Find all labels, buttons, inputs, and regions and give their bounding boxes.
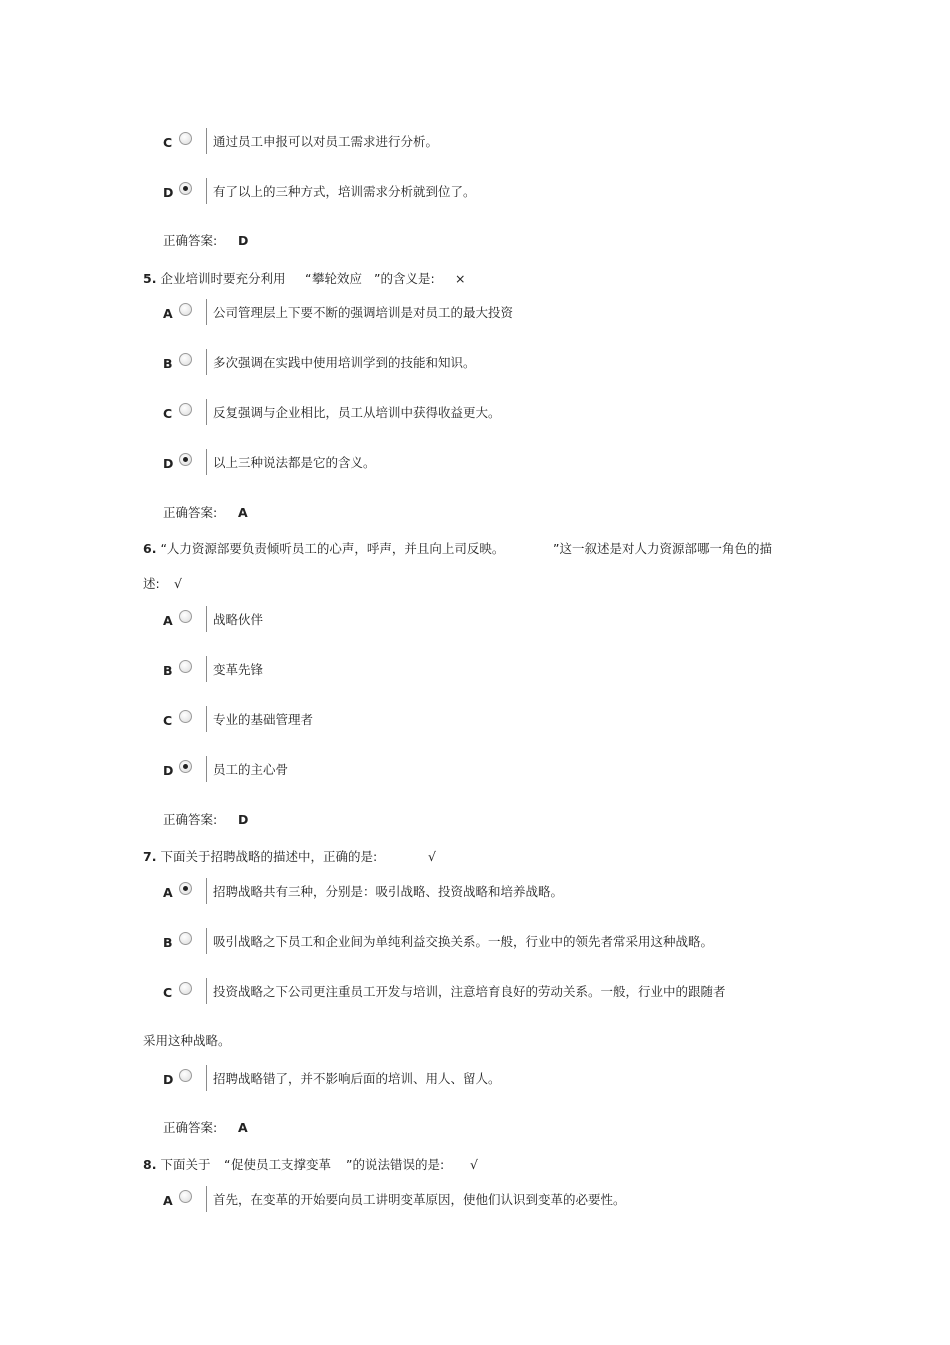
correct-answer [163,1120,248,1136]
option-letter: A [163,885,173,900]
stem-term: 攀轮效应 [312,271,363,286]
answer-value: A [238,505,248,520]
question-stem [143,1157,210,1173]
option-row[interactable] [163,978,803,1008]
option-letter: C [163,135,173,150]
option-row[interactable] [163,756,803,786]
divider [206,756,207,782]
divider [206,349,207,375]
option-row[interactable] [163,878,803,908]
radio-unselected-icon[interactable] [179,132,192,145]
option-text: 战略伙伴 [213,612,264,627]
option-letter: D [163,185,174,200]
radio-selected-icon[interactable] [179,453,192,466]
radio-unselected-icon[interactable] [179,932,192,945]
radio-unselected-icon[interactable] [179,982,192,995]
option-row[interactable] [163,606,803,636]
radio-unselected-icon[interactable] [179,303,192,316]
answer-value: D [238,812,249,827]
result-mark: × [455,271,466,286]
option-text: 专业的基础管理者 [213,712,314,727]
option-row[interactable] [163,1186,803,1216]
option-letter: B [163,356,173,371]
stem-text: 企业培训时要充分利用 [160,271,286,286]
option-letter: D [163,763,174,778]
question-stem [143,271,285,287]
radio-selected-icon[interactable] [179,182,192,195]
result-mark: √ [428,849,436,864]
answer-label: 正确答案: [163,505,218,520]
divider [206,706,207,732]
option-row[interactable] [163,299,803,329]
option-letter: A [163,1193,173,1208]
radio-unselected-icon[interactable] [179,610,192,623]
option-text: 变革先锋 [213,662,264,677]
radio-unselected-icon[interactable] [179,403,192,416]
divider [206,878,207,904]
option-row[interactable] [163,128,803,158]
option-row[interactable] [163,706,803,736]
option-text: 多次强调在实践中使用培训学到的技能和知识。 [213,355,476,370]
divider [206,1186,207,1212]
radio-unselected-icon[interactable] [179,660,192,673]
answer-label: 正确答案: [163,812,218,827]
option-text: 招聘战略共有三种，分别是：吸引战略、投资战略和培养战略。 [213,884,564,899]
option-text: 招聘战略错了，并不影响后面的培训、用人、留人。 [213,1071,501,1086]
option-row[interactable] [163,928,803,958]
answer-label: 正确答案: [163,1120,218,1135]
result-mark: √ [470,1157,478,1172]
option-text: 吸引战略之下员工和企业间为单纯利益交换关系。一般，行业中的领先者常采用这种战略。 [213,934,714,949]
divider [206,178,207,204]
option-text: 反复强调与企业相比，员工从培训中获得收益更大。 [213,405,501,420]
radio-selected-icon[interactable] [179,882,192,895]
correct-answer [163,233,249,249]
option-row[interactable] [163,399,803,429]
option-letter: D [163,456,174,471]
radio-unselected-icon[interactable] [179,353,192,366]
option-letter: C [163,406,173,421]
option-row[interactable] [163,1065,803,1095]
stem-text: ”的说法错误的是: [346,1157,445,1172]
option-row[interactable] [163,449,803,479]
option-row[interactable] [163,178,803,208]
option-text: 通过员工申报可以对员工需求进行分析。 [213,134,439,149]
answer-label: 正确答案: [163,233,218,248]
option-text: 投资战略之下公司更注重员工开发与培训，注意培育良好的劳动关系。一般，行业中的跟随者 [213,984,726,999]
option-letter: A [163,306,173,321]
stem-text: 述: [143,576,160,591]
question-stem [143,541,504,557]
option-text: 有了以上的三种方式，培训需求分析就到位了。 [213,184,476,199]
question-number: 7. [143,849,157,864]
option-letter: B [163,935,173,950]
option-letter: D [163,1072,174,1087]
option-letter: C [163,985,173,1000]
divider [206,656,207,682]
option-letter: A [163,613,173,628]
radio-unselected-icon[interactable] [179,1069,192,1082]
result-mark: √ [174,576,182,591]
radio-unselected-icon[interactable] [179,710,192,723]
stem-text: 下面关于 [160,1157,211,1172]
question-number: 8. [143,1157,157,1172]
divider [206,1065,207,1091]
answer-value: D [238,233,249,248]
option-text: 员工的主心骨 [213,762,289,777]
answer-value: A [238,1120,248,1135]
option-row[interactable] [163,349,803,379]
stem-text: 下面关于招聘战略的描述中，正确的是: [160,849,378,864]
option-row[interactable] [163,656,803,686]
radio-unselected-icon[interactable] [179,1190,192,1203]
stem-term: 促使员工支撑变革 [231,1157,332,1172]
question-number: 6. [143,541,157,556]
correct-answer [163,505,248,521]
option-text: 首先，在变革的开始要向员工讲明变革原因，使他们认识到变革的必要性。 [213,1192,626,1207]
correct-answer [163,812,249,828]
radio-selected-icon[interactable] [179,760,192,773]
question-stem [143,849,377,865]
divider [206,978,207,1004]
stem-text: ”这一叙述是对人力资源部哪一角色的描 [553,541,772,556]
divider [206,928,207,954]
stem-quote: “ [224,1157,231,1172]
stem-text: ”的含义是: [374,271,435,286]
option-text-continuation: 采用这种战略。 [143,1033,231,1048]
question-number: 5. [143,271,157,286]
divider [206,128,207,154]
option-text: 公司管理层上下要不断的强调培训是对员工的最大投资 [213,305,514,320]
option-letter: B [163,663,173,678]
stem-quote: “ [305,271,312,286]
stem-text: “人力资源部要负责倾听员工的心声，呼声，并且向上司反映。 [160,541,505,556]
option-letter: C [163,713,173,728]
divider [206,606,207,632]
divider [206,449,207,475]
option-text: 以上三种说法都是它的含义。 [213,455,376,470]
divider [206,399,207,425]
divider [206,299,207,325]
